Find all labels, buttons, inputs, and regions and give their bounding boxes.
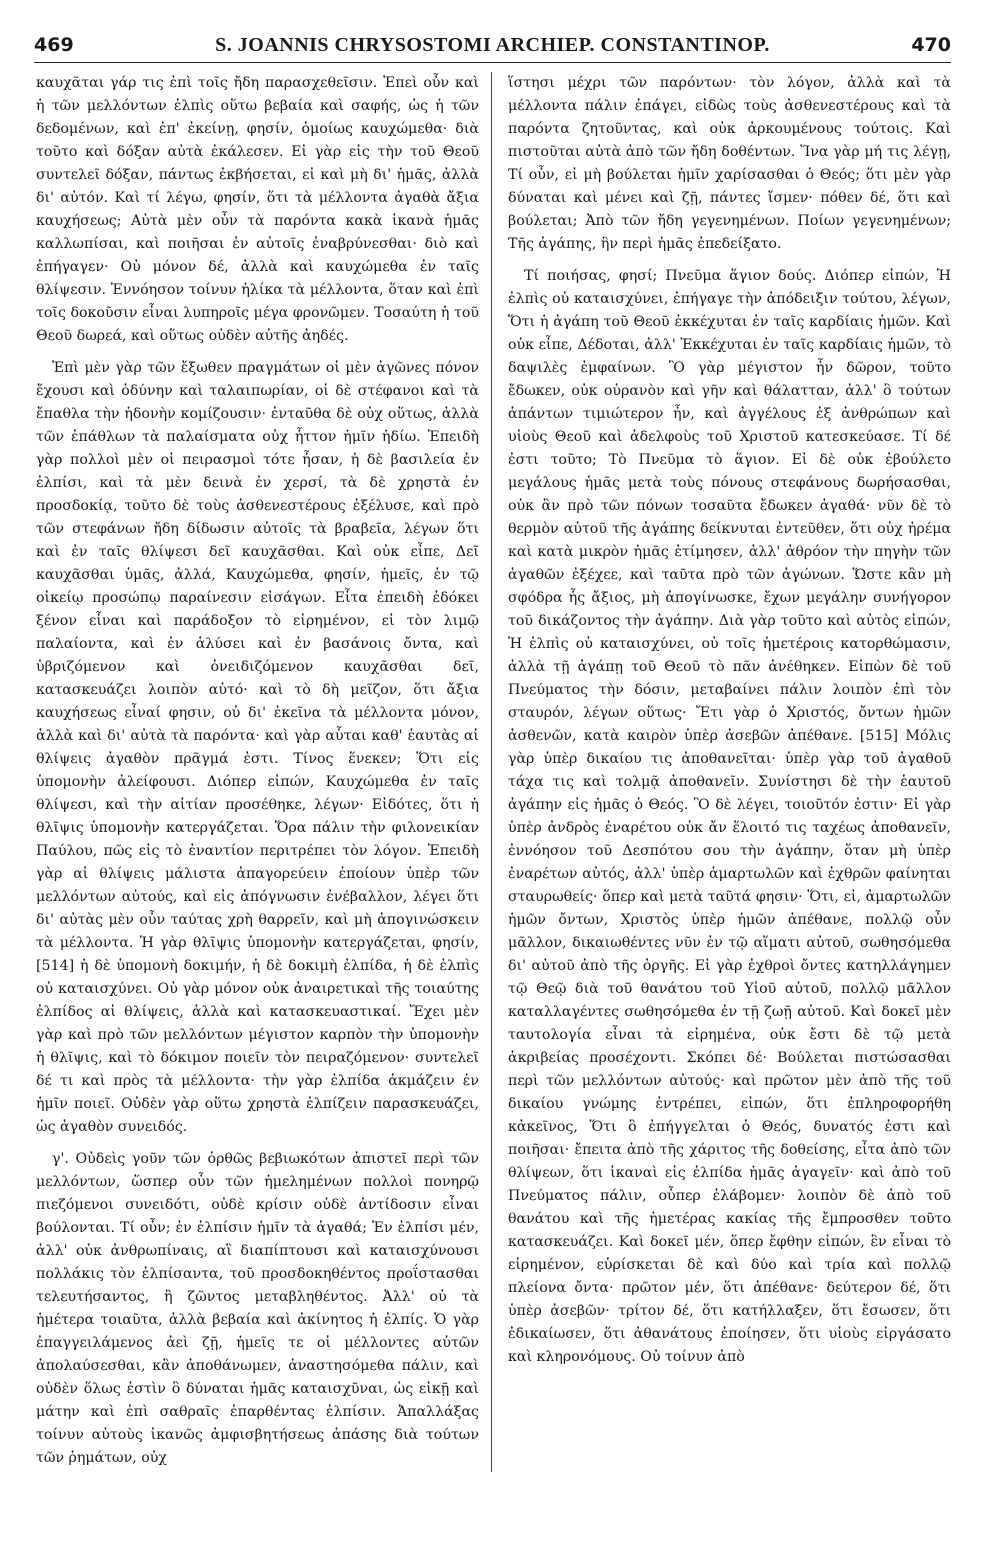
left-column	[36, 72, 479, 1532]
left-paragraph-3: γ'. Οὐδεὶς γοῦν τῶν ὀρθῶς βεβιωκότων ἀπιστεῖ περὶ τῶν μελλόντων, ὥσπερ οὖν τῶν ἠμελημένων πολλοὶ πονηρῷ πιεζόμενοι συνειδότι, οὐδὲ κρίσιν οὐδὲ ἀντίδοσιν εἶναι βούλονται. Τί οὖν; ἐν ἐλπίσιν ἡμῖν τὰ ἀγαθά; Ἐν ἐλπίσι μέν, ἀλλ' οὐκ ἀνθρωπίναις, αἳ διαπίπτουσι καὶ καταισχύνουσι πολλάκις τὸν ἐλπίσαντα, τοῦ προσδοκηθέντος προΐστασθαι τελευτήσαντος, ἢ ζῶντος μεταβληθέντος. Ἀλλ' οὐ τὰ ἡμέτερα τοιαῦτα, ἀλλὰ βεβαία καὶ ἀκίνητος ἡ ἐλπίς. Ὁ γὰρ ἐπαγγειλάμενος ἀεὶ ζῇ, ἡμεῖς τε οἱ μέλλοντες αὐτῶν ἀπολαύσεσθαι, κἂν ἀποθάνωμεν, ἀναστησόμεθα πάλιν, καὶ οὐδὲν ὅλως ἐστὶν ὃ δύναται ἡμᾶς καταισχῦναι, ὡς εἰκῇ καὶ μάτην καὶ ἐπὶ σαθραῖς ἐπαρθέντας ἐλπίσιν. Ἀπαλλάξας τοίνυν αὐτοὺς ἱκανῶς ἀμφισβητήσεως ἁπάσης διὰ τούτων τῶν ῥημάτων, οὐχ	[36, 1151, 479, 1466]
right-column	[508, 72, 951, 1532]
running-title: S. JOANNIS CHRYSOSTOMI ARCHIEP. CONSTANTINOP.	[215, 34, 770, 56]
column-divider	[491, 72, 492, 1472]
header-rule	[34, 62, 951, 63]
page-number-left: 469	[34, 34, 74, 56]
page-number-right: 470	[911, 34, 951, 56]
running-header	[34, 28, 951, 68]
right-paragraph-1: ἵστησι μέχρι τῶν παρόντων· τὸν λόγον, ἀλλὰ καὶ τὰ μέλλοντα πάλιν ἐπάγει, εἰδὼς τοὺς ἀσθενεστέρους καὶ τὰ παρόντα ζητοῦντας, καὶ οὐκ ἀρκουμένους τούτοις. Καὶ πιστοῦται αὐτὰ ἀπὸ τῶν ἤδη δοθέντων. Ἵνα γὰρ μή τις λέγῃ, Τί οὖν, εἰ μὴ βούλεται ἡμῖν χαρίσασθαι ὁ Θεός; ὅτι μὲν γὰρ δύναται καὶ μένει καὶ ζῇ, πάντες ἴσμεν· πόθεν δέ, ὅτι καὶ βούλεται; Ἀπὸ τῶν ἤδη γεγενημένων. Ποίων γεγενημένων; Τῆς ἀγάπης, ἣν περὶ ἡμᾶς ἐπεδείξατο.	[508, 75, 951, 252]
left-paragraph-1: καυχᾶται γάρ τις ἐπὶ τοῖς ἤδη παρασχεθεῖσιν. Ἐπεὶ οὖν καὶ ἡ τῶν μελλόντων ἐλπὶς οὕτω βεβαία καὶ σαφής, ὡς ἡ τῶν δεδομένων, καὶ ἐπ' ἐκείνῃ, φησίν, ὁμοίως καυχώμεθα· διὰ τοῦτο καὶ δόξαν αὐτὰ ἐκάλεσεν. Εἰ γὰρ εἰς τὴν τοῦ Θεοῦ συντελεῖ δόξαν, πάντως ἐκβήσεται, εἰ καὶ μὴ δι' ἡμᾶς, ἀλλὰ δι' αὐτόν. Καὶ τί λέγω, φησίν, ὅτι τὰ μέλλοντα ἀγαθὰ ἄξια καυχήσεως; Αὐτὰ μὲν οὖν τὰ παρόντα κακὰ ἱκανὰ ἡμᾶς καλλωπίσαι, καὶ ποιῆσαι ἐν αὐτοῖς ἐναβρύνεσθαι· διὸ καὶ ἐπήγαγεν· Οὐ μόνον δέ, ἀλλὰ καὶ καυχώμεθα ἐν ταῖς θλίψεσιν. Ἐννόησον τοίνυν ἡλίκα τὰ μέλλοντα, ὅταν καὶ ἐπὶ τοῖς δοκοῦσιν εἶναι λυπηροῖς μέγα φρονῶμεν. Τοσαύτη ἡ τοῦ Θεοῦ δωρεά, καὶ οὕτως οὐδὲν αὐτῆς ἀηδές.	[36, 75, 479, 344]
right-paragraph-2: Τί ποιήσας, φησί; Πνεῦμα ἅγιον δούς. Διόπερ εἰπών, Ἡ ἐλπὶς οὐ καταισχύνει, ἐπήγαγε τὴν ἀπόδειξιν τούτου, λέγων, Ὅτι ἡ ἀγάπη τοῦ Θεοῦ ἐκκέχυται ἐν ταῖς καρδίαις ἡμῶν. Καὶ οὐκ εἶπε, Δέδοται, ἀλλ' Ἐκκέχυται ἐν ταῖς καρδίαις ἡμῶν, τὸ δαψιλὲς ἐμφαίνων. Ὃ γὰρ μέγιστον ἦν δῶρον, τοῦτο ἔδωκεν, οὐκ οὐρανὸν καὶ γῆν καὶ θάλατταν, ἀλλ' ὃ τούτων ἁπάντων τιμιώτερον ἦν, καὶ ἀγγέλους ἐξ ἀνθρώπων καὶ υἱοὺς Θεοῦ καὶ ἀδελφοὺς τοῦ Χριστοῦ κατεσκεύασε. Τί δέ ἐστι τοῦτο; Τὸ Πνεῦμα τὸ ἅγιον. Εἰ δὲ οὐκ ἐβούλετο μεγάλους ἡμᾶς μετὰ τοὺς πόνους στεφάνους δωρήσασθαι, οὐκ ἂν πρὸ τῶν πόνων τοσαῦτα ἔδωκεν ἀγαθά· νῦν δὲ τὸ θερμὸν αὐτοῦ τῆς ἀγάπης δείκνυται ἐντεῦθεν, ὅτι οὐχ ἠρέμα καὶ κατὰ μικρὸν ἡμᾶς ἐτίμησεν, ἀλλ' ἀθρόον τὴν πηγὴν τῶν ἀγαθῶν ἐξέχεε, καὶ ταῦτα πρὸ τῶν ἀγώνων. Ὥστε κἂν μὴ σφόδρα ἧς ἄξιος, μὴ ἀπογίνωσκε, ἔχων μεγάλην συνήγορον τοῦ δικάζοντος τὴν ἀγάπην. Διὰ γὰρ τοῦτο καὶ αὐτὸς εἰπών, Ἡ ἐλπὶς οὐ καταισχύνει, οὐ τοῖς ἡμετέροις κατορθώμασιν, ἀλλὰ τῇ ἀγάπῃ τοῦ Θεοῦ τὸ πᾶν ἀνέθηκεν. Εἰπὼν δὲ τοῦ Πνεύματος τὴν δόσιν, μεταβαίνει πάλιν λοιπὸν ἐπὶ τὸν σταυρόν, λέγων οὕτως· Ἔτι γὰρ ὁ Χριστός, ὄντων ἡμῶν ἀσθενῶν, κατὰ καιρὸν ὑπὲρ ἀσεβῶν ἀπέθανε. [515] Μόλις γὰρ ὑπὲρ δικαίου τις ἀποθανεῖται· ὑπὲρ γὰρ τοῦ ἀγαθοῦ τάχα τις καὶ τολμᾷ ἀποθανεῖν. Συνίστησι δὲ τὴν ἑαυτοῦ ἀγάπην εἰς ἡμᾶς ὁ Θεός. Ὃ δὲ λέγει, τοιοῦτόν ἐστιν· Εἰ γὰρ ὑπὲρ ἀνδρὸς ἐναρέτου οὐκ ἄν ἕλοιτό τις ταχέως ἀποθανεῖν, ἐννόησον τοῦ Δεσπότου σου τὴν ἀγάπην, ὅταν μὴ ὑπὲρ ἐναρέτων αὐτός, ἀλλ' ὑπὲρ ἁμαρτωλῶν καὶ ἐχθρῶν φαίνηται σταυρωθείς· ὅπερ καὶ μετὰ ταῦτά φησιν· Ὅτι, εἰ, ἁμαρτωλῶν ἡμῶν ὄντων, Χριστὸς ὑπὲρ ἡμῶν ἀπέθανε, πολλῷ οὖν μᾶλλον, δικαιωθέντες νῦν ἐν τῷ αἵματι αὐτοῦ, σωθησόμεθα δι' αὐτοῦ ἀπὸ τῆς ὀργῆς. Εἰ γὰρ ἐχθροὶ ὄντες κατηλλάγημεν τῷ Θεῷ διὰ τοῦ θανάτου τοῦ Υἱοῦ αὐτοῦ, πολλῷ μᾶλλον καταλλαγέντες σωθησόμεθα ἐν τῇ ζωῇ αὐτοῦ. Καὶ δοκεῖ μὲν ταυτολογία εἶναι τὰ εἰρημένα, οὐκ ἔστι δὲ τῷ μετὰ ἀκριβείας προσέχοντι. Σκόπει δέ· Βούλεται πιστώσασθαι περὶ τῶν μελλόντων αὐτούς· καὶ πρῶτον μὲν ἀπὸ τῆς τοῦ δικαίου γνώμης ἐντρέπει, εἰπών, ὅτι ἐπληροφορήθη κἀκεῖνος, Ὅτι ὃ ἐπήγγελται ὁ Θεός, δυνατός ἐστι καὶ ποιῆσαι· ἔπειτα ἀπὸ τῆς χάριτος τῆς δοθείσης, εἶτα ἀπὸ τῶν θλίψεων, ὅτι ἱκαναὶ εἰς ἐλπίδα ἡμᾶς ἀγαγεῖν· καὶ ἀπὸ τοῦ Πνεύματος πάλιν, οὗπερ ἐλάβομεν· λοιπὸν δὲ ἀπὸ τοῦ θανάτου καὶ τῆς ἡμετέρας κακίας τῆς ἔμπροσθεν τοῦτο κατασκευάζει. Καὶ δοκεῖ μέν, ὅπερ ἔφθην εἰπών, ἓν εἶναι τὸ εἰρημένον, εὑρίσκεται δὲ καὶ δύο καὶ τρία καὶ πολλῷ πλείονα ὄντα· πρῶτον μέν, ὅτι ἀπέθανε· δεύτερον δέ, ὅτι ὑπὲρ ἀσεβῶν· τρίτον δέ, ὅτι κατήλλαξεν, ὅτι ἔσωσεν, ὅτι ἐδικαίωσεν, ὅτι ἀθανάτους ἐποίησεν, ὅτι υἱοὺς εἰργάσατο καὶ κληρονόμους. Οὐ τοίνυν ἀπὸ	[508, 268, 951, 1365]
left-paragraph-2: Ἐπὶ μὲν γὰρ τῶν ἔξωθεν πραγμάτων οἱ μὲν ἀγῶνες πόνον ἔχουσι καὶ ὀδύνην καὶ ταλαιπωρίαν, οἱ δὲ στέφανοι καὶ τὰ ἔπαθλα τὴν ἡδονὴν κομίζουσιν· ἐνταῦθα δὲ οὐχ οὕτως, ἀλλὰ τῶν ἐπάθλων τὰ παλαίσματα οὐχ ἧττον ἡμῖν ἡδίω. Ἐπειδὴ γὰρ πολλοὶ μὲν οἱ πειρασμοὶ τότε ἦσαν, ἡ δὲ βασιλεία ἐν ἐλπίσι, καὶ τὰ μὲν δεινὰ ἐν χερσί, τὰ δὲ χρηστὰ ἐν προσδοκίᾳ, τοῦτο δὲ τοὺς ἀσθενεστέρους ἐξέλυσε, καὶ πρὸ τῶν στεφάνων ἤδη δίδωσιν αὐτοῖς τὰ βραβεῖα, λέγων ὅτι καὶ ἐν ταῖς θλίψεσι δεῖ καυχᾶσθαι. Καὶ οὐκ εἶπε, Δεῖ καυχᾶσθαι ὑμᾶς, ἀλλά, Καυχώμεθα, φησίν, ἡμεῖς, ἐν τῷ οἰκείῳ προσώπῳ παραίνεσιν εἰσάγων. Εἶτα ἐπειδὴ ἐδόκει ξένον εἶναι καὶ παράδοξον τὸ εἰρημένον, εἰ τὸν λιμῷ παλαίοντα, καὶ ἐν ἁλύσει καὶ ἐν βασάνοις ὄντα, καὶ ὑβριζόμενον καὶ ὀνειδιζόμενον καυχᾶσθαι δεῖ, κατασκευάζει λοιπὸν αὐτό· καὶ τὸ δὴ μεῖζον, ὅτι ἄξια καυχήσεως εἶναί φησιν, οὐ δι' ἐκεῖνα τὰ μέλλοντα μόνον, ἀλλὰ καὶ δι' αὐτὰ τὰ παρόντα· καὶ γὰρ αὗται καθ' ἑαυτὰς αἱ θλίψεις ἀγαθὸν πρᾶγμά ἐστι. Τίνος ἕνεκεν; Ὅτι εἰς ὑπομονὴν ἀλείφουσι. Διόπερ εἰπών, Καυχώμεθα ἐν ταῖς θλίψεσι, καὶ τὴν αἰτίαν προσέθηκε, λέγων· Εἰδότες, ὅτι ἡ θλῖψις ὑπομονὴν κατεργάζεται. Ὅρα πάλιν τὴν φιλονεικίαν Παύλου, πῶς εἰς τὸ ἐναντίον περιτρέπει τὸν λόγον. Ἐπειδὴ γὰρ αἱ θλίψεις μάλιστα ἀπαγορεύειν ἐποίουν ὑπὲρ τῶν μελλόντων αὐτούς, καὶ εἰς ἀπόγνωσιν ἐνέβαλλον, λέγει ὅτι δι' αὐτὰς μὲν οὖν ταύτας χρὴ θαρρεῖν, καὶ μὴ ἀπογινώσκειν τὰ μέλλοντα. Ἡ γὰρ θλῖψις ὑπομονὴν κατεργάζεται, φησίν, [514] ἡ δὲ ὑπομονὴ δοκιμήν, ἡ δὲ δοκιμὴ ἐλπίδα, ἡ δὲ ἐλπὶς οὐ καταισχύνει. Οὐ γὰρ μόνον οὐκ ἀναιρετικαὶ τῆς τοιαύτης ἐλπίδος αἱ θλίψεις, ἀλλὰ καὶ κατασκευαστικαί. Ἔχει μὲν γὰρ καὶ πρὸ τῶν μελλόντων μέγιστον καρπὸν τὴν ὑπομονὴν ἡ θλῖψις, καὶ τὸ δόκιμον ποιεῖν τὸν πειραζόμενον· συντελεῖ δέ τι καὶ πρὸς τὰ μέλλοντα· τὴν γὰρ ἐλπίδα ἀκμάζειν ἐν ἡμῖν ποιεῖ. Οὐδὲν γὰρ οὕτω χρηστὰ ἐλπίζειν παρασκευάζει, ὡς ἀγαθὸν συνειδός.	[36, 360, 479, 1135]
